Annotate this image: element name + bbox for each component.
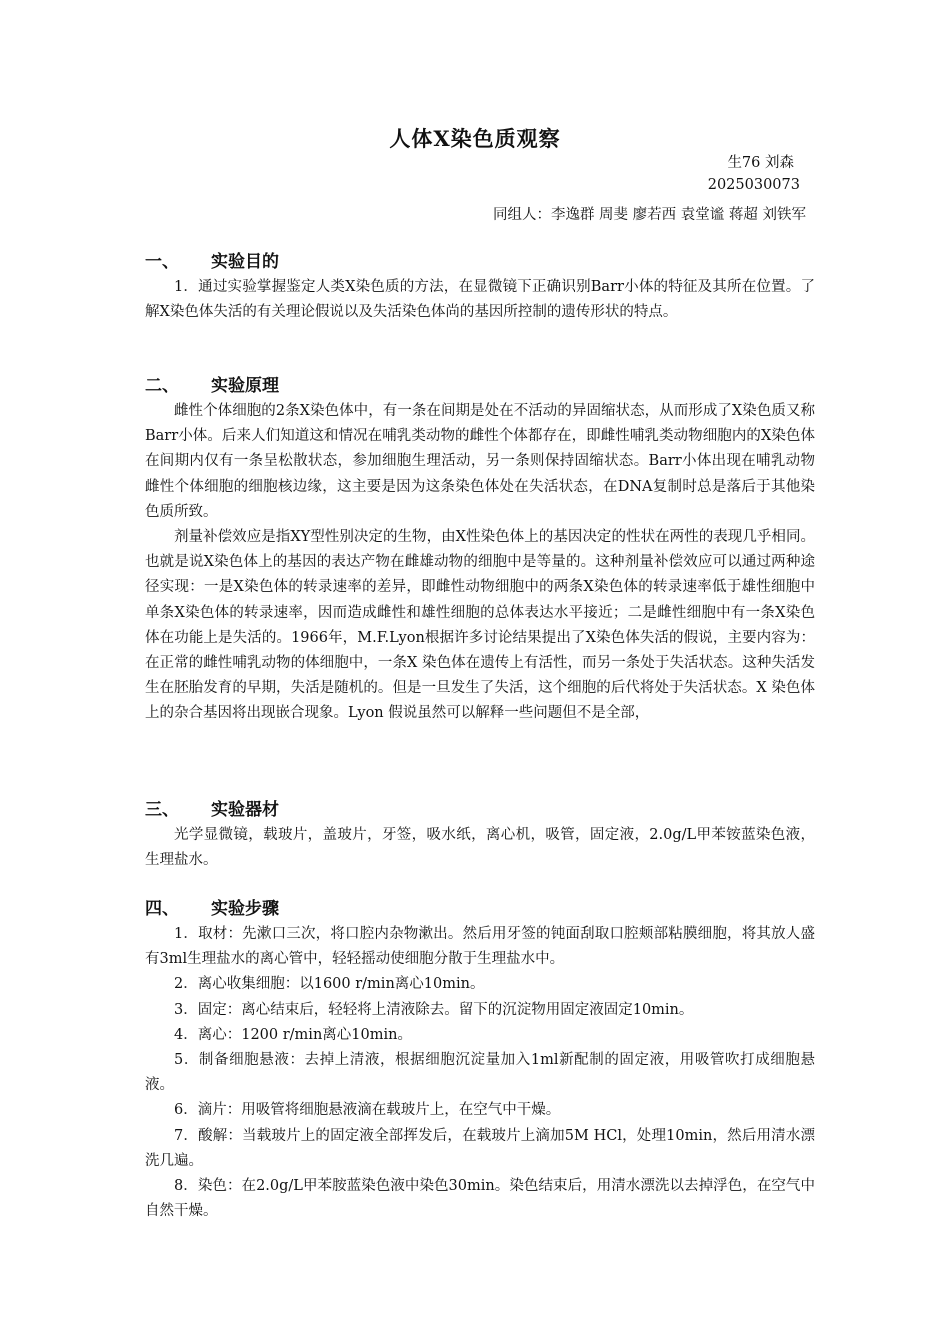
step-item: 8．染色：在2.0g/L甲苯胺蓝染色液中染色30min。染色结束后，用清水漂洗以去掉浮色，在空气中自然干燥。 <box>145 1178 815 1220</box>
student-id: 2025030073 <box>707 177 800 193</box>
author-line: 生76 刘森 <box>727 155 794 171</box>
section-title: 实验器材 <box>211 800 279 820</box>
step-item: 7．酸解：当载玻片上的固定液全部挥发后，在载玻片上滴加5M HCl，处理10min，然后用清水漂洗几遍。 <box>145 1127 815 1169</box>
step-item: 6．滴片：用吸管将细胞悬液滴在载玻片上，在空气中干燥。 <box>174 1102 561 1119</box>
section-heading <box>145 797 815 823</box>
step-item: 1．取材：先漱口三次，将口腔内杂物漱出。然后用牙签的钝面刮取口腔颊部粘膜细胞，将其放人盛有3ml生理盐水的离心管中，轻轻摇动使细胞分散于生理盐水中。 <box>145 926 815 968</box>
step-item: 2．离心收集细胞：以1600 r/min离心10min。 <box>174 976 485 993</box>
section-materials <box>145 797 815 873</box>
section-number: 一、 <box>145 252 179 272</box>
paragraph: 光学显微镜，载玻片，盖玻片，牙签，吸水纸，离心机，吸管，固定液，2.0g/L甲苯铵蓝染色液，生理盐水。 <box>145 827 815 869</box>
section-heading <box>145 249 815 275</box>
step-item: 4．离心：1200 r/min离心10min。 <box>174 1026 412 1043</box>
section-procedure <box>145 896 815 1224</box>
group-members: 同组人：李逸群 周斐 廖若西 袁堂谧 蒋超 刘铁军 <box>492 207 806 223</box>
section-number: 三、 <box>145 800 179 820</box>
paragraph: 雌性个体细胞的2条X染色体中，有一条在间期是处在不活动的异固缩状态，从而形成了X染色质又称Barr小体。后来人们知道这和情况在哺乳类动物的雌性个体都存在，即雌性哺乳类动物细胞内的X染色体在间期内仅有一条呈松散状态，参加细胞生理活动，另一条则保持固缩状态。Barr小体出现在哺乳动物雌性个体细胞的细胞核边缘，这主要是因为这条染色体处在失活状态，在DNA复制时总是落后于其他染色质所致。 <box>145 403 815 520</box>
section-principle <box>145 373 815 727</box>
step-item: 3．固定：离心结束后，轻轻将上清液除去。留下的沉淀物用固定液固定10min。 <box>174 1001 694 1018</box>
section-title: 实验原理 <box>211 376 279 396</box>
paragraph: 1．通过实验掌握鉴定人类X染色质的方法，在显微镜下正确识别Barr小体的特征及其所在位置。了解X染色体失活的有关理论假说以及失活染色体尚的基因所控制的遗传形状的特点。 <box>145 279 815 321</box>
section-number: 四、 <box>145 899 179 919</box>
paragraph: 剂量补偿效应是指XY型性别决定的生物，由X性染色体上的基因决定的性状在两性的表现几乎相同。也就是说X染色体上的基因的表达产物在雌雄动物的细胞中是等量的。这种剂量补偿效应可以通过两种途径实现：一是X染色体的转录速率的差异，即雌性动物细胞中的两条X染色体的转录速率低于雄性细胞中单条X染色体的转录速率，因而造成雌性和雄性细胞的总体表达水平接近；二是雌性细胞中有一条X染色体在功能上是失活的。1966年，M.F.Lyon根据许多讨论结果提出了X染色体失活的假说，主要内容为：在正常的雌性哺乳动物的体细胞中，一条X 染色体在遗传上有活性，而另一条处于失活状态。这种失活发生在胚胎发育的早期，失活是随机的。但是一旦发生了失活，这个细胞的后代将处于失活状态。X 染色体上的杂合基因将出现嵌合现象。Lyon 假说虽然可以解释一些问题但不是全部， <box>145 529 815 722</box>
section-heading <box>145 896 815 922</box>
section-number: 二、 <box>145 376 179 396</box>
section-title: 实验目的 <box>211 252 279 272</box>
section-title: 实验步骤 <box>211 899 279 919</box>
step-item: 5．制备细胞悬液：去掉上清液，根据细胞沉淀量加入1ml新配制的固定液，用吸管吹打成细胞悬液。 <box>145 1052 815 1094</box>
section-heading <box>145 373 815 399</box>
section-purpose <box>145 249 815 325</box>
document-title: 人体X染色质观察 <box>389 126 561 151</box>
